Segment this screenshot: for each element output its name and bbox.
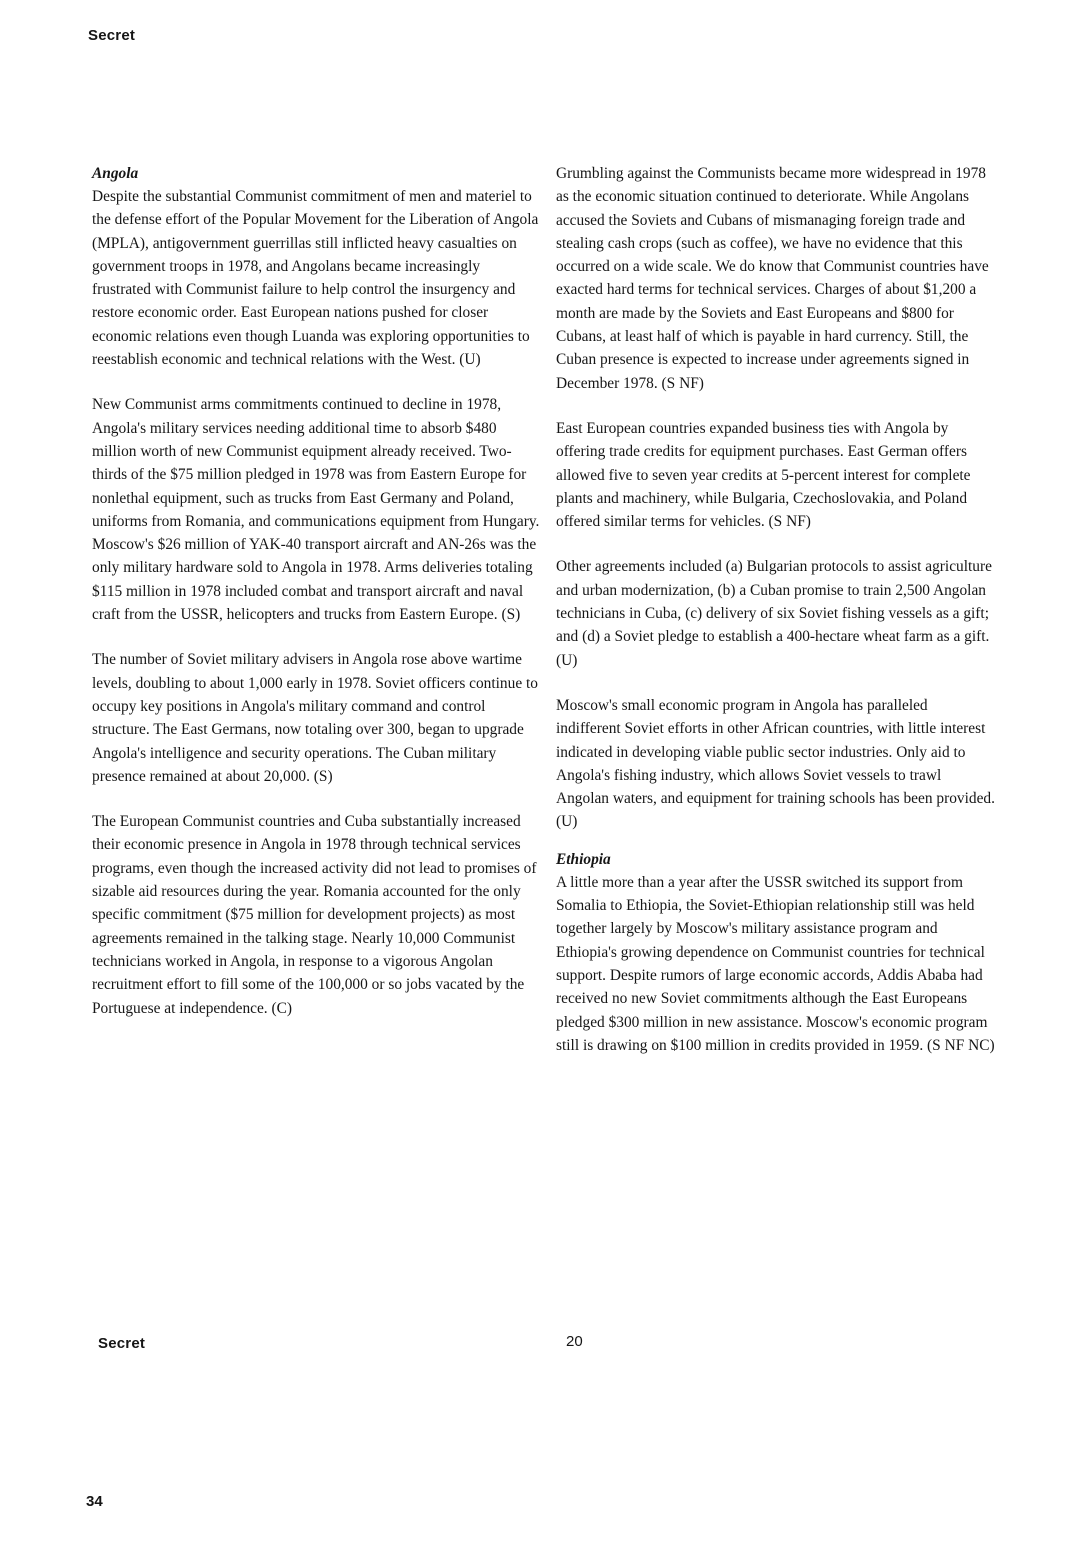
paragraph-east-european-ties: East European countries expanded business ties with Angola by offering trade credits for equipment purchases. East German offers allowed five to seven year credits at 5-percent interest for complete plants and machinery, while Bulgaria, Czechoslovakia, and Poland offered similar terms for vehicles. (S NF) bbox=[556, 419, 971, 531]
paragraph-arms-commitments: New Communist arms commitments continued to decline in 1978, Angola's military services needing additional time to absorb $480 million worth of new Communist equipment already received. Two-thirds of the $75 million pledged in 1978 was from Eastern Europe for nonlethal equipment, such as trucks from East Germany and Poland, uniforms from Romania, and communications equipment from Hungary. Moscow's $26 million of YAK-40 transport aircraft and AN-26s was the only military hardware sold to Angola in 1978. Arms deliveries totaling $115 million in 1978 included combat and transport aircraft and naval craft from the USSR, helicopters and trucks from Eastern Europe. (S) bbox=[92, 396, 540, 624]
paragraph-moscow-program: Moscow's small economic program in Angola has paralleled indifferent Soviet efforts in other African countries, with little interest indicated in developing viable public sector industries. Only aid to Angola's fishing industry, which allows Soviet vessels to trawl Angolan waters, and equipment for training schools has been provided. (U) bbox=[556, 696, 995, 831]
left-column bbox=[92, 162, 542, 1042]
header-classification-marking: Secret bbox=[88, 27, 136, 44]
page-number: 20 bbox=[566, 1333, 583, 1350]
footer-classification-marking: Secret bbox=[98, 1335, 146, 1352]
paragraph-other-agreements: Other agreements included (a) Bulgarian protocols to assist agriculture and urban modernization, (b) a Cuban promise to train 2,500 Angolan technicians in Cuba, (c) delivery of six Soviet fishing vessels as a gift; and (d) a Soviet pledge to establish a 400-hectare wheat farm as a gift. (U) bbox=[556, 558, 992, 669]
right-column bbox=[556, 162, 996, 1079]
paragraph-grumbling: Grumbling against the Communists became more widespread in 1978 as the economic situation continued to deteriorate. While Angolans accused the Soviets and Cubans of mismanaging foreign trade and stealing cash crops (such as coffee), we have no evidence that this occurred on a wide scale. We do know that Communist countries have exacted hard terms for technical services. Charges of about $1,200 a month are made by the Soviets and East Europeans and $800 for Cubans, at least half of which is payable in hard currency. Still, the Cuban presence is expected to increase under agreements signed in December 1978. (S NF) bbox=[556, 165, 989, 392]
paragraph-ethiopia: A little more than a year after the USSR switched its support from Somalia to Ethiopia, the Soviet-Ethiopian relationship still was held together largely by Moscow's military assistance program and Ethiopia's growing dependence on Communist countries for technical support. Despite rumors of large economic accords, Addis Ababa had received no new Soviet commitments although the East Europeans pledged $300 million in new assistance. Moscow's economic program still is drawing on $100 million in credits provided in 1959. (S NF NC) bbox=[556, 873, 995, 1054]
paragraph-economic-presence: The European Communist countries and Cuba substantially increased their economic presence in Angola in 1978 through technical services programs, even though the increased activity did not lead to promises of sizable aid resources during the year. Romania accounted for the only specific commitment ($75 million for development projects) as most agreements remained in the talking stage. Nearly 10,000 Communist technicians worked in Angola, in response to a vigorous Angolan recruitment effort to fill some of the 100,000 or so jobs vacated by the Portuguese at independence. (C) bbox=[92, 813, 537, 1017]
paragraph-angola-intro: Despite the substantial Communist commitment of men and materiel to the defense effort of the Popular Movement for the Liberation of Angola (MPLA), antigovernment guerrillas still inflicted heavy casualties on government troops in 1978, and Angolans became increasingly frustrated with Communist failure to help control the insurgency and restore economic order. East European nations pushed for closer economic relations even though Luanda was exploring opportunities to reestablish economic and technical relations with the West. (U) bbox=[92, 188, 539, 369]
section-heading-angola: Angola bbox=[92, 165, 139, 182]
paragraph-military-advisers: The number of Soviet military advisers in Angola rose above wartime levels, doubling to about 1,000 early in 1978. Soviet officers continue to occupy key positions in Angola's military command and control structure. The East Germans, now totaling over 300, began to upgrade Angola's intelligence and security operations. The Cuban military presence remained at about 20,000. (S) bbox=[92, 651, 538, 785]
corner-page-number: 34 bbox=[86, 1493, 103, 1510]
section-heading-ethiopia: Ethiopia bbox=[556, 850, 611, 868]
